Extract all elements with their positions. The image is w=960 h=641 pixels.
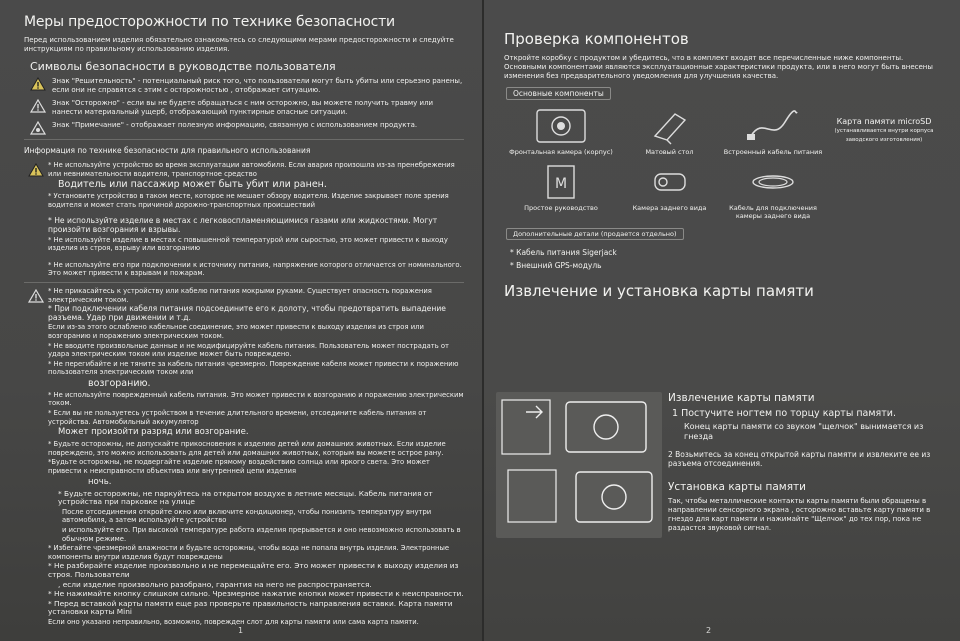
list-item: * Не используйте изделие в местах с повышенной температурой или сыростью, это может привести к выходу изделия из строя, взрыву или возгоранию: [48, 235, 448, 253]
caution-icon: [30, 99, 46, 113]
note-icon: [30, 121, 46, 135]
sd-card-diagram: [496, 392, 662, 538]
remove-step-1: 1 Постучите ногтем по торцу карты памяти.: [672, 408, 896, 419]
symbol-row: [30, 121, 464, 135]
list-item: После отсоединения откройте окно или включите кондиционер, чтобы понизить температуру внутри автомобиля, а затем используйте устройство: [62, 507, 432, 525]
right-page: [484, 0, 960, 641]
intro-text: Перед использованием изделия обязательно ознакомьтесь со следующими мерами предосторожности и следуйте инструкциям по правильному использованию изделия.: [24, 36, 454, 53]
component-item: [506, 162, 616, 220]
info-heading: Информация по технике безопасности для правильного использования: [24, 146, 311, 155]
remove-heading: Извлечение карты памяти: [668, 392, 815, 404]
caution-icon: [28, 289, 44, 303]
list-item: * Не вводите произвольные данные и не модифицируйте кабель питания. Пользователь может пострадать от удара электрическим током или изделие может быть повреждено.: [48, 341, 449, 359]
symbol-text: Знак "Осторожно" - если вы не будете обращаться с ним осторожно, вы можете получить травму или нанести материальный ущерб, отображающий пунктирные опасные ситуации.: [52, 99, 434, 116]
component-label: Камера заднего вида: [632, 204, 707, 212]
list-item: * Не прикасайтесь к устройству или кабелю питания мокрыми руками. Существует опасность поражения электрическим током.: [48, 286, 432, 304]
symbol-row: [30, 99, 464, 117]
mount-icon: [645, 106, 695, 146]
list-item: ночь.: [88, 476, 112, 487]
optional-item: * Внешний GPS-модуль: [510, 261, 602, 270]
list-item: * Не нажимайте кнопку слишком сильно. Чрезмерное нажатие кнопки может привести к неисправности.: [48, 589, 464, 599]
sd-card-instructions: [668, 392, 940, 533]
list-item: * При подключении кабеля питания подсоедините его к долоту, чтобы предотвратить выпадение разъема. Удар при движении и т.д.: [48, 304, 446, 322]
divider: [24, 282, 464, 283]
list-item: возгоранию.: [88, 377, 151, 389]
camera-icon: [529, 106, 593, 146]
list-item: * Установите устройство в таком месте, которое не мешает обзору водителя. Изделие закрывает поле зрения водителя и может стать причиной дорожно-транспортных происшествий: [48, 192, 449, 209]
symbol-text: Знак "Примечание" - отображает полезную информацию, связанную с использованием продукта.: [52, 121, 418, 129]
components-grid: [506, 106, 940, 220]
rear-cable-icon: [743, 162, 803, 202]
optional-item: * Кабель питания Sigerjack: [510, 248, 617, 257]
list-item: *Будьте осторожны, не подвергайте изделие прямому воздействию солнца или яркого света. Это может привести к неисправности объектива или внутренней цепи изделия: [48, 458, 430, 476]
install-heading: Установка карты памяти: [668, 480, 806, 493]
sd-card-title: Извлечение и установка карты памяти: [504, 282, 814, 300]
sd-card-illustration: [496, 392, 662, 538]
component-item: [723, 106, 823, 156]
optional-label: Дополнительные детали (продается отдельно): [506, 228, 684, 240]
svg-text:M: M: [554, 176, 568, 192]
list-item: и используйте его. При высокой температуре работа изделия прерывается и оно невозможно использовать в обычном режиме.: [62, 526, 461, 543]
symbols-heading: Символы безопасности в руководстве пользователя: [30, 60, 336, 73]
list-item: * Не перегибайте и не тяните за кабель питания чрезмерно. Повреждение кабеля может привести к поражению пользователя электрическим током или: [48, 359, 459, 377]
symbol-text: Знак "Решительность" - потенциальный риск того, что пользователи могут быть убиты или серьезно ранены, если они не справятся с этим с осторожностью , отображает ситуацию.: [52, 77, 463, 94]
components-title: Проверка компонентов: [504, 30, 689, 48]
danger-icon: [30, 77, 46, 91]
list-item: * Будьте осторожны, не допускайте прикосновения к изделию детей или домашних животных. Если изделие повреждено, это можно использовать для детей или домашних животных, которым вы можете острое рану.: [48, 440, 446, 457]
component-label: Простое руководство: [524, 204, 598, 212]
list-item: Может произойти разряд или возгорание.: [58, 427, 249, 438]
list-item: Если оно указано неправильно, возможно, поврежден слот для карты памяти или сама карта памяти.: [48, 617, 419, 626]
list-item: , если изделие произвольно разобрано, гарантия на него не распространяется.: [58, 579, 372, 589]
basic-components-label: Основные компоненты: [506, 87, 611, 100]
divider: [24, 139, 464, 140]
list-item: * Будьте осторожны, не паркуйтесь на открытом воздухе в летние месяцы. Кабель питания от устройства при парковке на улице: [58, 488, 433, 507]
component-label: Встроенный кабель питания: [723, 148, 823, 156]
component-item: [622, 106, 717, 156]
list-item: * Не используйте устройство во время эксплуатации автомобиля. Если авария произошла из-за пренебрежения или невнимательности водителя, транспортное средство: [48, 161, 455, 178]
component-label: Матовый стол: [645, 148, 694, 156]
page-number: 2: [706, 626, 712, 635]
component-label: Карта памяти microSD: [836, 117, 932, 126]
list-item: * Не используйте поврежденный кабель питания. Это может привести к возгоранию и поражению электрическим током.: [48, 390, 464, 408]
install-text: Так, чтобы металлические контакты карты памяти были обращены в направлении сенсорного экрана , осторожно вставьте карту памяти в гнездо для карт памяти и нажимайте "Щелчок" до тех пор, пока не раздастся звуковой сигнал.: [668, 496, 931, 532]
rear-camera-icon: [645, 162, 695, 202]
page-title: Меры предосторожности по технике безопасности: [24, 14, 395, 30]
remove-step-1-detail: Конец карты памяти со звуком "щелчок" вынимается из гнезда: [684, 421, 924, 441]
list-item: * Не используйте его при подключении к источнику питания, напряжение которого отличается от номинального. Это может привести к взрывам и пожарам.: [48, 260, 462, 278]
component-item: [829, 106, 939, 156]
danger-icon: [28, 163, 44, 177]
list-item: Водитель или пассажир может быть убит или ранен.: [58, 179, 327, 191]
list-item: * Не используйте изделие в местах с легковоспламеняющимися газами или жидкостями. Могут произойти возгорания и взрывы.: [48, 216, 438, 234]
manual-icon: [536, 162, 586, 202]
remove-step-2: 2 Возьмитесь за конец открытой карты памяти и извлеките ее из разъема отсоединения.: [668, 449, 931, 468]
cable-icon: [743, 106, 803, 146]
component-item: [723, 162, 823, 220]
component-item: [622, 162, 717, 220]
list-item: * Если вы не пользуетесь устройством в течение длительного времени, отсоедините кабель питания от устройства. Автомобильный аккумулятор: [48, 409, 427, 426]
component-note: (устанавливается внутри корпуса заводского изготовления): [834, 128, 934, 143]
caution-section: [24, 287, 464, 627]
component-label: Кабель для подключения камеры заднего вида: [729, 204, 817, 220]
component-label: Фронтальная камера (корпус): [509, 148, 613, 156]
page-number: 1: [238, 626, 244, 635]
symbol-row: [30, 77, 464, 95]
list-item: Если из-за этого ослаблено кабельное соединение, это может привести к выходу изделия из строя или возгоранию и поражению электрическим током.: [48, 323, 424, 340]
list-item: * Избегайте чрезмерной влажности и будьте осторожны, чтобы вода не попала внутрь изделия. Электронные компоненты внутри изделия будут повреждены: [48, 544, 450, 561]
list-item: * Не разбирайте изделие произвольно и не перемещайте его. Это может привести к выходу изделия из строя. Пользователи: [48, 561, 459, 579]
list-item: * Перед вставкой карты памяти еще раз проверьте правильность направления вставки. Карта памяти установки карты Mini: [48, 598, 453, 617]
components-intro: Откройте коробку с продуктом и убедитесь, что в комплект входят все перечисленные ниже компоненты. Основными компонентами являются эксплуатационные характеристики продукта, или в него могут быть внесены изменения без предварительного уведомления для улучшения качества.: [504, 54, 933, 80]
danger-section: [24, 161, 464, 278]
component-item: [506, 106, 616, 156]
